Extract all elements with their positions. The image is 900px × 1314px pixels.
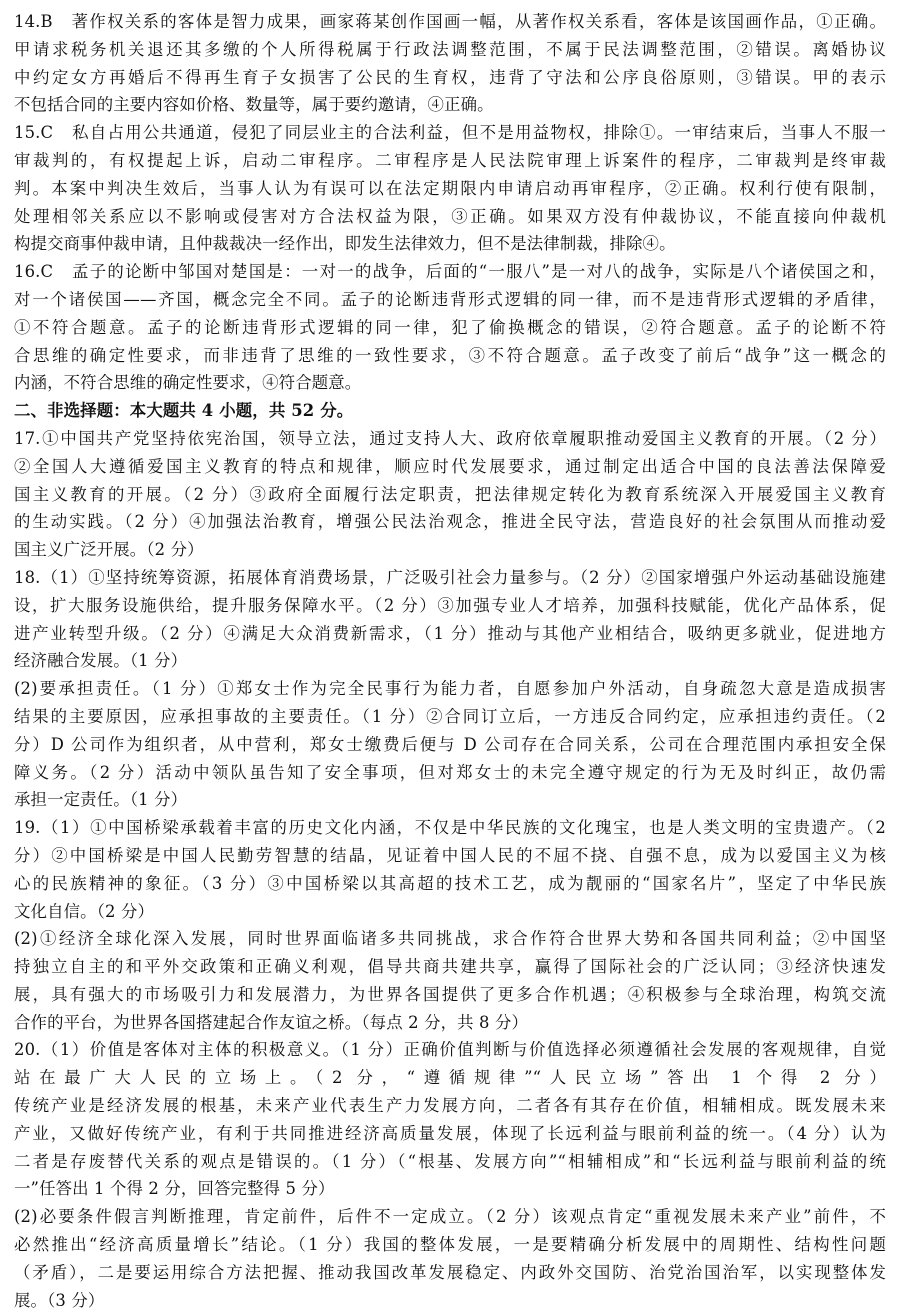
answer-line: ①不符合题意。孟子的论断违背形式逻辑的同一律，犯了偷换概念的错误，②符合题意。孟子的论断不符 [14, 317, 886, 337]
answer-line: 合思维的确定性要求，而非违背了思维的一致性要求，③不符合题意。孟子改变了前后“战争”这一概念的 [14, 345, 886, 365]
answer-line: 国主义广泛开展。（2 分） [14, 540, 204, 560]
answer-line: 结果的主要原因，应承担事故的主要责任。（1 分）②合同订立后，一方违反合同约定，应承担违约责任。（2 [14, 706, 886, 726]
answer-block-q17 [14, 425, 886, 564]
answer-block-q16 [14, 258, 886, 397]
answer-line: 甲请求税务机关退还其多缴的个人所得税属于行政法调整范围，不属于民法调整范围，②错误。离婚协议 [14, 39, 886, 59]
answer-line: （矛盾），二是要运用综合方法把握、推动我国改革发展稳定、内政外交国防、治党治国治军，以实现整体发 [14, 1262, 886, 1282]
answer-block-q18-2 [14, 675, 886, 814]
answer-line: 产业，又做好传统产业，有利于共同推进经济高质量发展，体现了长远利益与眼前利益的统一。（4 分）认为 [14, 1123, 886, 1143]
answer-line: 障义务。（2 分）活动中领队虽告知了安全事项，但对郑女士的未完全遵守规定的行为无及时纠正，故仍需 [14, 762, 886, 782]
answer-line: 20.（1）价值是客体对主体的积极意义。（1 分）正确价值判断与价值选择必须遵循社会发展的客观规律，自觉 [14, 1040, 886, 1060]
answer-line: (2)必要条件假言判断推理，肯定前件，后件不一定成立。（2 分）该观点肯定“重视发展未来产业”前件，不 [14, 1207, 886, 1227]
answer-block-q20-2 [14, 1203, 886, 1314]
answer-line: 判。本案中判决生效后，当事人认为有误可以在法定期限内申请启动再审程序，②正确。权利行使有限制， [14, 178, 886, 198]
answer-line: 14.B 著作权关系的客体是智力成果，画家蒋某创作国画一幅，从著作权关系看，客体是该国画作品，①正确。 [14, 12, 886, 31]
answer-block-q14 [14, 8, 886, 119]
answer-line: (2)①经济全球化深入发展，同时世界面临诸多共同挑战，求合作符合世界大势和各国共同利益；②中国坚 [14, 929, 886, 949]
answer-line: 的生动实践。（2 分）④加强法治教育，增强公民法治观念，推进全民守法，营造良好的社会氛围从而推动爱 [14, 512, 886, 532]
section-heading [14, 397, 886, 425]
answer-block-q20-1 [14, 1036, 886, 1203]
answer-line: 文化自信。（2 分） [14, 901, 155, 921]
answer-line: 展。（3 分） [14, 1290, 105, 1310]
answer-line: 不包括合同的主要内容如价格、数量等，属于要约邀请，④正确。 [14, 95, 494, 115]
answer-line: 审裁判的，有权提起上诉，启动二审程序。二审程序是人民法院审理上诉案件的程序，二审裁判是终审裁 [14, 150, 886, 170]
answer-line: 中约定女方再婚后不得再生育子女损害了公民的生育权，违背了守法和公序良俗原则，③错误。甲的表示 [14, 67, 886, 87]
answer-line: 展，具有强大的市场吸引力和发展潜力，为世界各国提供了更多合作机遇；④积极参与全球治理，构筑交流 [14, 984, 886, 1004]
answer-line: 分）D 公司作为组织者，从中营利，郑女士缴费后便与 D 公司存在合同关系，公司在合理范围内承担安全保 [14, 734, 886, 754]
answer-line: 传统产业是经济发展的根基，未来产业代表生产力发展方向，二者各有其存在价值，相辅相成。既发展未来 [14, 1096, 886, 1116]
answer-line: 内涵，不符合思维的确定性要求，④符合题意。 [14, 373, 362, 393]
answer-line: 17.①中国共产党坚持依宪治国，领导立法，通过支持人大、政府依章履职推动爱国主义教育的开展。（2 分） [14, 428, 886, 448]
answer-line: 经济融合发展。（1 分） [14, 651, 188, 671]
answer-line: 构提交商事仲裁申请，且仲裁裁决一经作出，即发生法律效力，但不是法律制裁，排除④。 [14, 234, 676, 254]
answer-line: 二者是存废替代关系的观点是错误的。（1 分）（“根基、发展方向”“相辅相成”和“长远利益与眼前利益的统 [14, 1151, 886, 1171]
heading-text: 二、非选择题：本大题共 4 小题，共 52 分。 [14, 401, 354, 421]
answer-line: 分）②中国桥梁是中国人民勤劳智慧的结晶，见证着中国人民的不屈不挠、自强不息，成为以爱国主义为核 [14, 845, 886, 865]
answer-line: 进产业转型升级。（2 分）④满足大众消费新需求，（1 分）推动与其他产业相结合，吸纳更多就业，促进地方 [14, 623, 886, 643]
answer-line: (2)要承担责任。（1 分）①郑女士作为完全民事行为能力者，自愿参加户外活动，自身疏忽大意是造成损害 [14, 679, 886, 699]
answer-line: 合作的平台，为世界各国搭建起合作友谊之桥。（每点 2 分，共 8 分） [14, 1012, 529, 1032]
answer-line: 心的民族精神的象征。（3 分）③中国桥梁以其高超的技术工艺，成为靓丽的“国家名片”，坚定了中华民族 [14, 873, 886, 893]
answer-line: 15.C 私自占用公共通道，侵犯了同层业主的合法利益，但不是用益物权，排除①。一审结束后，当事人不服一 [14, 123, 886, 143]
answer-block-q18-1 [14, 564, 886, 675]
answer-sheet-page [14, 8, 886, 1314]
answer-line: 国主义教育的开展。（2 分）③政府全面履行法定职责，把法律规定转化为教育系统深入开展爱国主义教育 [14, 484, 886, 504]
answer-line: 对一个诸侯国——齐国，概念完全不同。孟子的论断违背形式逻辑的同一律，而不是违背形式逻辑的矛盾律， [14, 289, 886, 309]
answer-line: 19.（1）①中国桥梁承载着丰富的历史文化内涵，不仅是中华民族的文化瑰宝，也是人类文明的宝贵遗产。（2 [14, 818, 886, 838]
answer-line: 18.（1）①坚持统筹资源，拓展体育消费场景，广泛吸引社会力量参与。（2 分）②国家增强户外运动基础设施建 [14, 567, 886, 587]
answer-line: 站在最广大人民的立场上。（2 分，“遵循规律”“人民立场”答出 1 个得 2 分） [14, 1068, 886, 1088]
answer-line: 持独立自主的和平外交政策和正确义利观，倡导共商共建共享，赢得了国际社会的广泛认同；③经济快速发 [14, 957, 886, 977]
answer-line: 处理相邻关系应以不影响或侵害对方合法权益为限，③正确。如果双方没有仲裁协议，不能直接向仲裁机 [14, 206, 886, 226]
answer-block-q19-1 [14, 814, 886, 925]
answer-line: 16.C 孟子的论断中邹国对楚国是：一对一的战争，后面的“一服八”是一对八的战争，实际是八个诸侯国之和， [14, 262, 886, 282]
answer-line: 必然推出“经济高质量增长”结论。（1 分）我国的整体发展，一是要精确分析发展中的周期性、结构性问题 [14, 1235, 886, 1255]
answer-line: 承担一定责任。（1 分） [14, 790, 188, 810]
answer-line: 设，扩大服务设施供给，提升服务保障水平。（2 分）③加强专业人才培养，加强科技赋能，优化产品体系，促 [14, 595, 886, 615]
answer-line: ②全国人大遵循爱国主义教育的特点和规律，顺应时代发展要求，通过制定出适合中国的良法善法保障爱 [14, 456, 886, 476]
answer-block-q19-2 [14, 925, 886, 1036]
answer-line: 一”任答出 1 个得 2 分，回答完整得 5 分） [14, 1179, 335, 1199]
answer-block-q15 [14, 119, 886, 258]
